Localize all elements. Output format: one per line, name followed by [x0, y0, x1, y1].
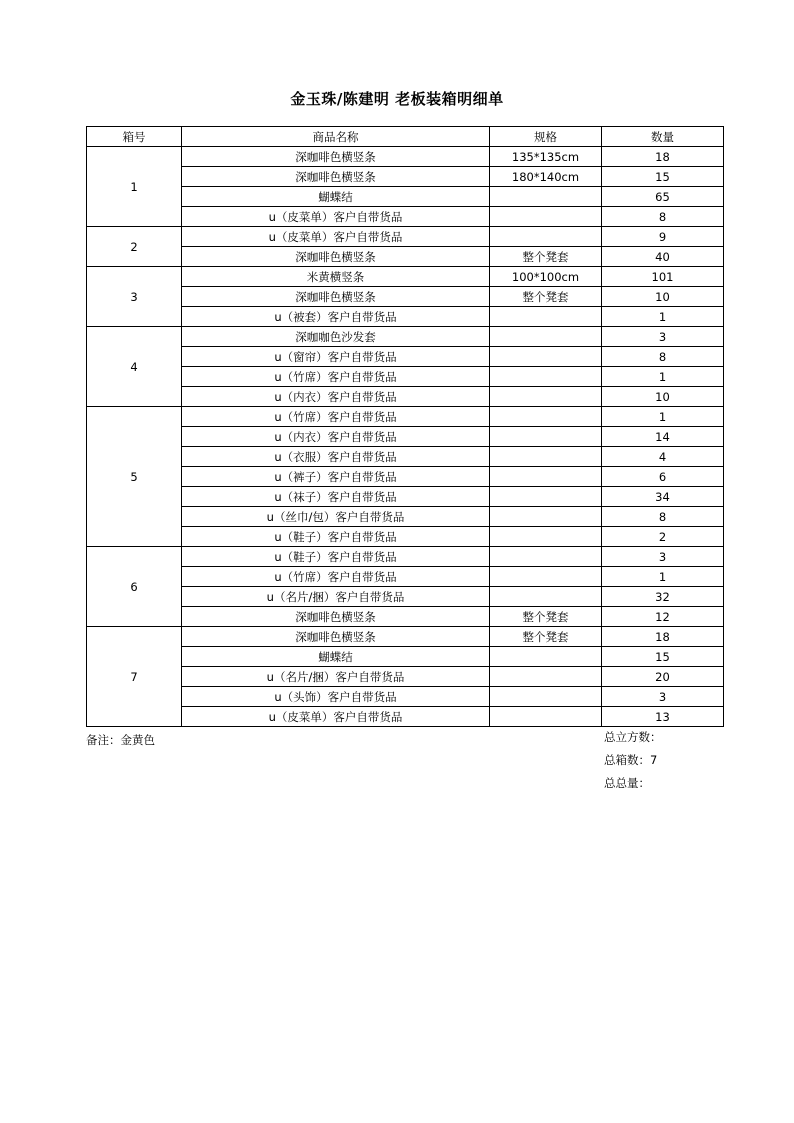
specification-cell: 整个凳套 [490, 607, 602, 627]
specification-cell [490, 687, 602, 707]
table-row [87, 507, 724, 527]
table-row [87, 547, 724, 567]
box-number-cell: 6 [87, 547, 182, 627]
product-name-cell: u（竹席）客户自带货品 [182, 567, 490, 587]
product-name-cell: u（皮菜单）客户自带货品 [182, 227, 490, 247]
table-row [87, 447, 724, 467]
specification-cell [490, 667, 602, 687]
quantity-cell: 10 [602, 387, 724, 407]
summary-block [604, 730, 662, 799]
quantity-cell: 34 [602, 487, 724, 507]
quantity-cell: 12 [602, 607, 724, 627]
total-boxes: 总箱数：7 [604, 753, 658, 767]
product-name-cell: u（内衣）客户自带货品 [182, 427, 490, 447]
page-title: 金玉珠/陈建明 老板装箱明细单 [290, 90, 504, 108]
product-name-cell: u（名片/捆）客户自带货品 [182, 667, 490, 687]
specification-cell [490, 187, 602, 207]
quantity-cell: 1 [602, 567, 724, 587]
quantity-cell: 9 [602, 227, 724, 247]
product-name-cell: 深咖咖色沙发套 [182, 327, 490, 347]
table-row [87, 147, 724, 167]
table-row [87, 687, 724, 707]
quantity-cell: 10 [602, 287, 724, 307]
table-row [87, 367, 724, 387]
specification-cell [490, 387, 602, 407]
specification-cell [490, 547, 602, 567]
table-header [87, 127, 724, 147]
packing-list-table [86, 126, 724, 727]
quantity-cell: 101 [602, 267, 724, 287]
product-name-cell: u（鞋子）客户自带货品 [182, 527, 490, 547]
table-row [87, 707, 724, 727]
specification-cell: 整个凳套 [490, 247, 602, 267]
table-row [87, 347, 724, 367]
table-row [87, 407, 724, 427]
table-body [87, 147, 724, 727]
box-number-cell: 5 [87, 407, 182, 547]
quantity-cell: 6 [602, 467, 724, 487]
table-row [87, 167, 724, 187]
specification-cell [490, 487, 602, 507]
specification-cell [490, 587, 602, 607]
table-row [87, 287, 724, 307]
table-row [87, 427, 724, 447]
product-name-cell: u（被套）客户自带货品 [182, 307, 490, 327]
product-name-cell: u（窗帘）客户自带货品 [182, 347, 490, 367]
table-row [87, 627, 724, 647]
header-specification: 规格 [490, 127, 602, 147]
specification-cell [490, 527, 602, 547]
table-row [87, 207, 724, 227]
product-name-cell: 蝴蝶结 [182, 647, 490, 667]
table-row [87, 567, 724, 587]
total-volume: 总立方数： [604, 730, 662, 744]
quantity-cell: 3 [602, 687, 724, 707]
product-name-cell: u（竹席）客户自带货品 [182, 407, 490, 427]
table-row [87, 267, 724, 287]
specification-cell [490, 507, 602, 527]
product-name-cell: 深咖啡色横竖条 [182, 147, 490, 167]
specification-cell: 整个凳套 [490, 287, 602, 307]
product-name-cell: u（丝巾/包）客户自带货品 [182, 507, 490, 527]
quantity-cell: 8 [602, 207, 724, 227]
quantity-cell: 3 [602, 547, 724, 567]
product-name-cell: u（内衣）客户自带货品 [182, 387, 490, 407]
table-row [87, 487, 724, 507]
header-row [87, 127, 724, 147]
specification-cell [490, 327, 602, 347]
box-number-cell: 3 [87, 267, 182, 327]
quantity-cell: 1 [602, 367, 724, 387]
quantity-cell: 8 [602, 507, 724, 527]
product-name-cell: u（皮菜单）客户自带货品 [182, 707, 490, 727]
table-row [87, 587, 724, 607]
box-number-cell: 7 [87, 627, 182, 727]
specification-cell: 整个凳套 [490, 627, 602, 647]
quantity-cell: 1 [602, 307, 724, 327]
quantity-cell: 1 [602, 407, 724, 427]
product-name-cell: 深咖啡色横竖条 [182, 287, 490, 307]
table-row [87, 327, 724, 347]
quantity-cell: 15 [602, 167, 724, 187]
specification-cell [490, 347, 602, 367]
table-row [87, 667, 724, 687]
product-name-cell: 深咖啡色横竖条 [182, 247, 490, 267]
product-name-cell: 深咖啡色横竖条 [182, 607, 490, 627]
specification-cell [490, 467, 602, 487]
product-name-cell: u（袜子）客户自带货品 [182, 487, 490, 507]
specification-cell [490, 207, 602, 227]
table-row [87, 307, 724, 327]
specification-cell [490, 407, 602, 427]
table-row [87, 227, 724, 247]
box-number-cell: 4 [87, 327, 182, 407]
specification-cell: 180*140cm [490, 167, 602, 187]
table-row [87, 247, 724, 267]
table-row [87, 187, 724, 207]
specification-cell [490, 647, 602, 667]
quantity-cell: 20 [602, 667, 724, 687]
table-row [87, 387, 724, 407]
product-name-cell: 深咖啡色横竖条 [182, 167, 490, 187]
table-row [87, 467, 724, 487]
header-product-name: 商品名称 [182, 127, 490, 147]
product-name-cell: u（皮菜单）客户自带货品 [182, 207, 490, 227]
product-name-cell: u（衣服）客户自带货品 [182, 447, 490, 467]
header-box-number: 箱号 [87, 127, 182, 147]
specification-cell [490, 427, 602, 447]
specification-cell [490, 227, 602, 247]
total-weight: 总总量： [604, 776, 650, 790]
product-name-cell: u（竹席）客户自带货品 [182, 367, 490, 387]
table-row [87, 527, 724, 547]
quantity-cell: 3 [602, 327, 724, 347]
product-name-cell: u（鞋子）客户自带货品 [182, 547, 490, 567]
table-row [87, 607, 724, 627]
quantity-cell: 8 [602, 347, 724, 367]
quantity-cell: 18 [602, 627, 724, 647]
product-name-cell: u（头饰）客户自带货品 [182, 687, 490, 707]
box-number-cell: 2 [87, 227, 182, 267]
product-name-cell: u（裤子）客户自带货品 [182, 467, 490, 487]
quantity-cell: 14 [602, 427, 724, 447]
quantity-cell: 2 [602, 527, 724, 547]
remark-note: 备注：金黄色 [86, 733, 155, 747]
product-name-cell: 米黄横竖条 [182, 267, 490, 287]
quantity-cell: 65 [602, 187, 724, 207]
specification-cell: 100*100cm [490, 267, 602, 287]
specification-cell [490, 447, 602, 467]
specification-cell [490, 307, 602, 327]
specification-cell [490, 367, 602, 387]
quantity-cell: 32 [602, 587, 724, 607]
quantity-cell: 4 [602, 447, 724, 467]
quantity-cell: 40 [602, 247, 724, 267]
product-name-cell: u（名片/捆）客户自带货品 [182, 587, 490, 607]
specification-cell: 135*135cm [490, 147, 602, 167]
box-number-cell: 1 [87, 147, 182, 227]
quantity-cell: 18 [602, 147, 724, 167]
header-quantity: 数量 [602, 127, 724, 147]
specification-cell [490, 707, 602, 727]
specification-cell [490, 567, 602, 587]
product-name-cell: 蝴蝶结 [182, 187, 490, 207]
product-name-cell: 深咖啡色横竖条 [182, 627, 490, 647]
table-row [87, 647, 724, 667]
quantity-cell: 13 [602, 707, 724, 727]
quantity-cell: 15 [602, 647, 724, 667]
